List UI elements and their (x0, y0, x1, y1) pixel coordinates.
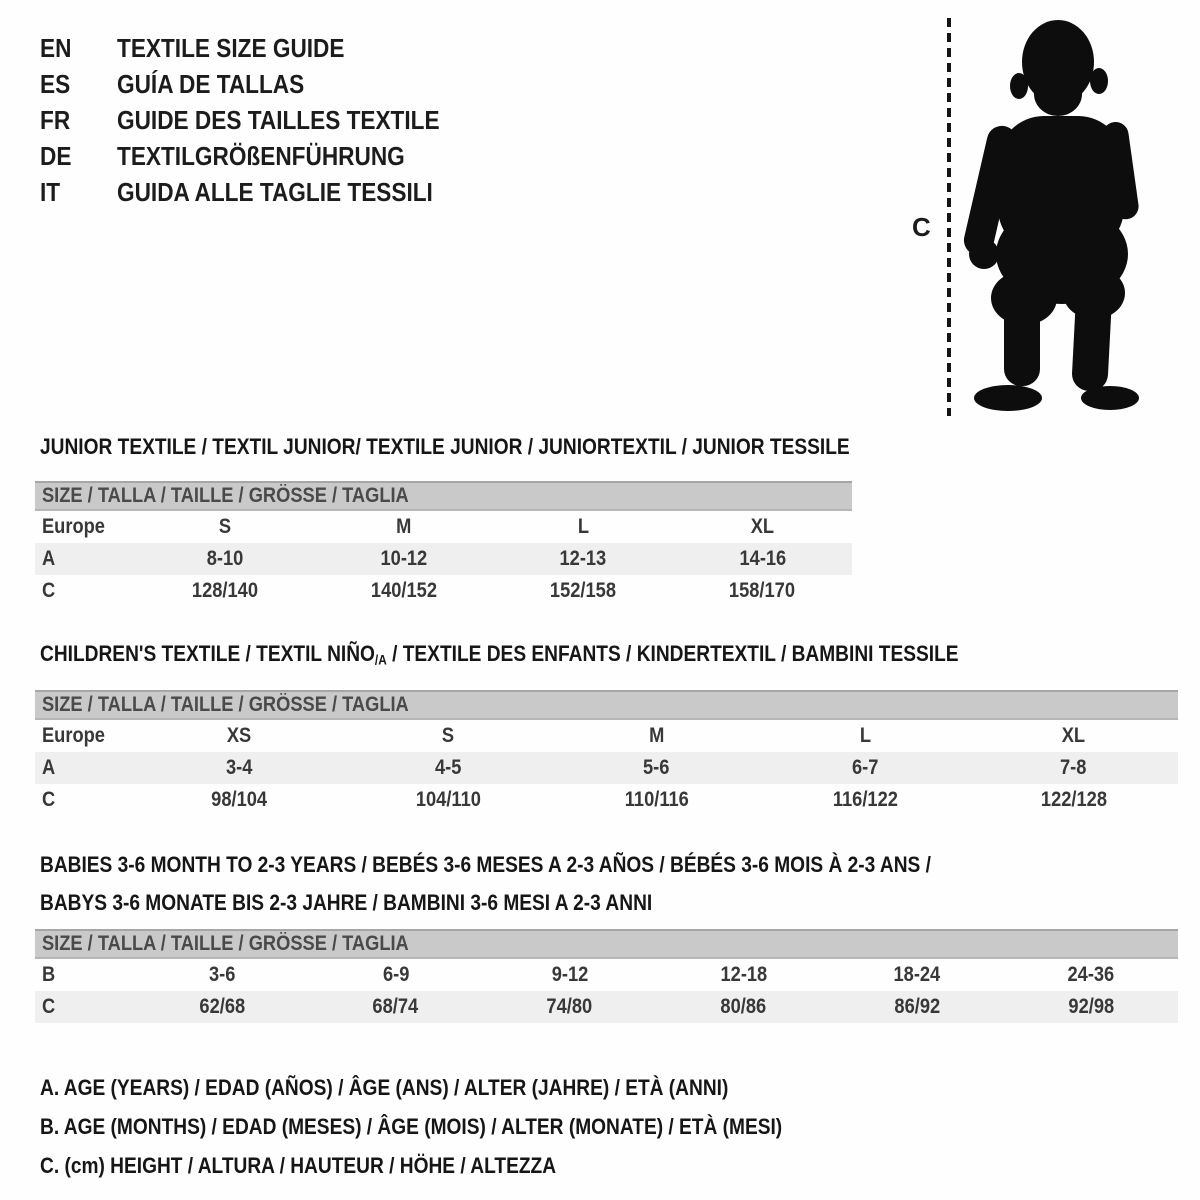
table-row-europe (35, 720, 1178, 752)
junior-size-table (35, 481, 852, 607)
table-cell: L (577, 515, 589, 538)
table-row-a (35, 543, 852, 575)
table-cell: M (648, 724, 665, 747)
table-cell: 110/116 (624, 788, 689, 811)
language-code: DE (40, 140, 72, 171)
table-cell: 3-4 (226, 756, 253, 779)
legend-line: A. AGE (YEARS) / EDAD (AÑOS) / ÂGE (ANS) / ALTER (JAHRE) / ETÀ (ANNI) (40, 1074, 729, 1100)
table-cell: 4-5 (434, 756, 462, 779)
row-label: C (42, 788, 56, 811)
size-header-band: SIZE / TALLA / TAILLE / GRÖSSE / TAGLIA (35, 929, 1178, 959)
table-cell: XS (227, 724, 252, 747)
table-cell: 68/74 (372, 995, 419, 1018)
children-section-heading: CHILDREN'S TEXTILE / TEXTIL $NIÑO_{/A}$ / TEXTILE DES ENFANTS / KINDERTEXTIL / BAMBINI TESSILE (40, 641, 959, 668)
children-size-table (35, 690, 1178, 816)
language-code: FR (40, 104, 71, 135)
language-row (40, 66, 488, 102)
row-label: A (42, 756, 56, 779)
table-cell: XL (750, 515, 775, 538)
legend-line: B. AGE (MONTHS) / EDAD (MESES) / ÂGE (MOIS) / ALTER (MONATE) / ETÀ (MESI) (40, 1113, 783, 1139)
babies-size-table (35, 929, 1178, 1023)
table-cell: 104/110 (415, 788, 481, 811)
row-label: C (42, 995, 56, 1018)
language-code: EN (40, 32, 72, 63)
row-label: A (42, 547, 56, 570)
language-row (40, 102, 488, 138)
table-cell: L (859, 724, 871, 747)
table-cell: S (441, 724, 454, 747)
table-cell: 122/128 (1040, 788, 1107, 811)
language-row (40, 30, 488, 66)
height-dashed-line (947, 18, 951, 416)
language-row (40, 138, 488, 174)
table-cell: 152/158 (550, 579, 617, 602)
table-cell: 14-16 (739, 547, 786, 570)
table-cell: 6-9 (382, 963, 409, 986)
table-cell: 12-18 (720, 963, 767, 986)
table-row-europe (35, 511, 852, 543)
table-row-a (35, 752, 1178, 784)
language-code: IT (40, 176, 61, 207)
babies-section-heading: BABIES 3-6 MONTH TO 2-3 YEARS / BEBÉS 3-6 MESES A 2-3 AÑOS / BÉBÉS 3-6 MOIS À 2-3 ANS / BABYS 3-6 MONATE BIS 2-3 JAHRE / BAMBINI 3-6 MESI A 2-3 ANNI (40, 852, 931, 915)
table-cell: 128/140 (191, 579, 258, 602)
table-cell: 8-10 (206, 547, 243, 570)
table-cell: 7-8 (1060, 756, 1087, 779)
table-row-b (35, 959, 1178, 991)
language-code: ES (40, 68, 71, 99)
junior-section-heading: JUNIOR TEXTILE / TEXTIL JUNIOR/ TEXTILE JUNIOR / JUNIORTEXTIL / JUNIOR TESSILE (40, 434, 850, 459)
table-row-c (35, 575, 852, 607)
language-label: GUIDE DES TAILLES TEXTILE (117, 104, 440, 135)
table-row-c (35, 991, 1178, 1023)
language-label: GUÍA DE TALLAS (117, 68, 305, 99)
row-label: B (42, 963, 56, 986)
table-cell: S (218, 515, 231, 538)
height-measure-label: C (912, 212, 931, 242)
table-cell: 62/68 (199, 995, 245, 1018)
table-cell: 98/104 (211, 788, 268, 811)
language-row (40, 174, 488, 210)
table-cell: 10-12 (380, 547, 428, 570)
measure-legend (40, 1068, 893, 1185)
table-cell: 158/170 (729, 579, 796, 602)
table-cell: 6-7 (851, 756, 879, 779)
language-label: GUIDA ALLE TAGLIE TESSILI (117, 176, 433, 207)
table-cell: 18-24 (893, 963, 941, 986)
table-cell: 24-36 (1067, 963, 1115, 986)
legend-line: C. (cm) HEIGHT / ALTURA / HAUTEUR / HÖHE / ALTEZZA (40, 1152, 557, 1178)
table-cell: 86/92 (894, 995, 941, 1018)
table-cell: 9-12 (551, 963, 588, 986)
language-label: TEXTILGRÖßENFÜHRUNG (117, 140, 405, 171)
table-cell: 140/152 (370, 579, 437, 602)
size-header-band: SIZE / TALLA / TAILLE / GRÖSSE / TAGLIA (35, 690, 1178, 720)
table-row-c (35, 784, 1178, 816)
row-label: Europe (42, 515, 105, 538)
table-cell: XL (1061, 724, 1086, 747)
table-cell: 80/86 (720, 995, 767, 1018)
language-label: TEXTILE SIZE GUIDE (117, 32, 345, 63)
row-label: C (42, 579, 56, 602)
table-cell: M (396, 515, 412, 538)
baby-silhouette-icon (962, 16, 1147, 418)
table-cell: 74/80 (546, 995, 593, 1018)
table-cell: 116/122 (832, 788, 898, 811)
language-list (40, 30, 488, 210)
size-header-band: SIZE / TALLA / TAILLE / GRÖSSE / TAGLIA (35, 481, 852, 511)
table-cell: 12-13 (559, 547, 607, 570)
row-label: Europe (42, 724, 105, 747)
table-cell: 3-6 (208, 963, 236, 986)
table-cell: 5-6 (643, 756, 670, 779)
table-cell: 92/98 (1068, 995, 1114, 1018)
